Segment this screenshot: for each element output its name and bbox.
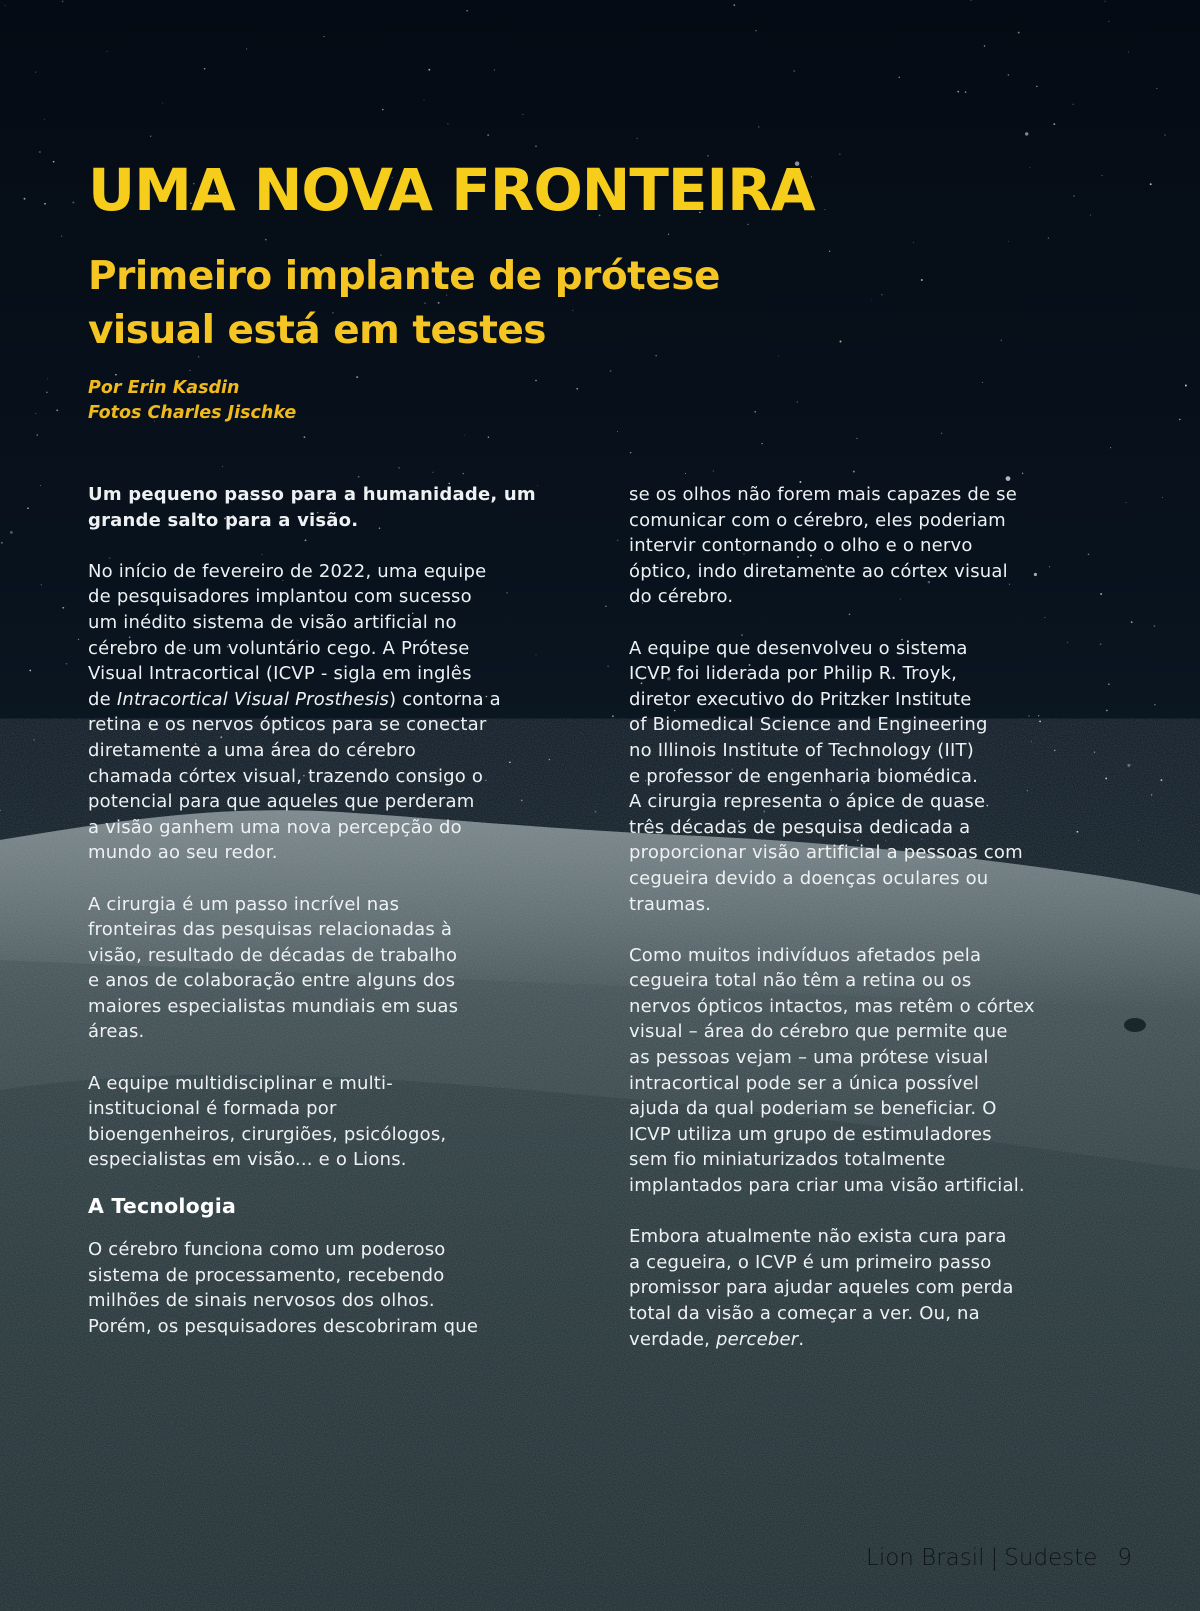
text-line: total da visão a começar a ver. Ou, na xyxy=(629,1303,980,1324)
text-line: comunicar com o cérebro, eles poderiam xyxy=(629,509,1006,531)
article-subtitle xyxy=(88,250,748,358)
text-line: do cérebro. xyxy=(629,586,734,608)
text-line: intracortical pode ser a única possível xyxy=(629,1072,980,1094)
text-line: Como muitos indivíduos afetados pela xyxy=(629,944,982,966)
text-line: A equipe que desenvolveu o sistema xyxy=(629,637,968,659)
text-fragment: . xyxy=(798,1328,805,1350)
text-line xyxy=(629,1327,1099,1353)
text-line: Porém, os pesquisadores descobriram que xyxy=(88,1315,479,1337)
text-line: cegueira devido a doenças oculares ou xyxy=(629,867,989,889)
text-line: intervir contornando o olho e o nervo xyxy=(629,535,973,557)
italic-term: perceber xyxy=(716,1328,799,1350)
text-line: e professor de engenharia biomédica. xyxy=(629,765,979,787)
text-line: retina e os nervos ópticos para se conectar xyxy=(88,714,487,736)
text-line: um inédito sistema de visão artificial no xyxy=(88,611,457,633)
text-line: proporcionar visão artificial a pessoas com xyxy=(629,842,1023,864)
text-line: áreas. xyxy=(88,1021,145,1043)
text-line: ICVP utiliza um grupo de estimuladores xyxy=(629,1123,992,1145)
footer-separator: | xyxy=(990,1545,999,1571)
text-line: institucional é formada por xyxy=(88,1098,337,1120)
body-paragraph xyxy=(629,636,1099,918)
text-fragment: ) contorna a xyxy=(389,688,501,710)
text-line: chamada córtex visual, trazendo consigo o xyxy=(88,765,484,787)
text-line: A equipe multidisciplinar e multi- xyxy=(88,1072,393,1094)
text-line: A cirurgia representa o ápice de quase xyxy=(629,791,986,813)
text-line: ICVP foi liderada por Philip R. Troyk, xyxy=(629,663,957,685)
text-line: No início de fevereiro de 2022, uma equipe xyxy=(88,560,487,582)
subtitle-line: Primeiro implante de prótese xyxy=(88,254,720,299)
italic-term: Intracortical Visual Prosthesis xyxy=(116,688,390,710)
text-line: A cirurgia é um passo incrível nas xyxy=(88,893,400,915)
page-footer xyxy=(866,1543,1132,1573)
text-line xyxy=(88,687,558,713)
text-line: se os olhos não forem mais capazes de se xyxy=(629,484,1018,505)
text-line: sem fio miniaturizados totalmente xyxy=(629,1149,946,1171)
body-paragraph xyxy=(88,892,558,1046)
body-paragraph xyxy=(88,1237,558,1339)
text-fragment: verdade, xyxy=(629,1328,717,1350)
text-line: ajuda da qual poderiam se beneficiar. O xyxy=(629,1098,997,1120)
text-line: of Biomedical Science and Engineering xyxy=(629,714,988,736)
text-line: promissor para ajudar aqueles com perda xyxy=(629,1277,1014,1299)
body-paragraph xyxy=(88,1071,558,1173)
text-line: potencial para que aqueles que perderam xyxy=(88,791,475,813)
region-name: Sudeste xyxy=(1004,1545,1098,1571)
text-line: Visual Intracortical (ICVP - sigla em inglês xyxy=(88,663,472,685)
text-line: Embora atualmente não exista cura para xyxy=(629,1226,1007,1248)
body-paragraph xyxy=(629,482,1099,610)
right-column xyxy=(629,482,1099,1378)
text-line: visual – área do cérebro que permite que xyxy=(629,1021,1008,1043)
section-heading: A Tecnologia xyxy=(88,1194,237,1219)
page-number: 9 xyxy=(1117,1545,1133,1571)
text-line: no Illinois Institute of Technology (IIT) xyxy=(629,739,974,761)
text-line: implantados para criar uma visão artificial. xyxy=(629,1175,1025,1197)
text-line: três décadas de pesquisa dedicada a xyxy=(629,816,971,838)
text-line: as pessoas vejam – uma prótese visual xyxy=(629,1047,989,1069)
text-line: nervos ópticos intactos, mas retêm o córtex xyxy=(629,995,1035,1017)
text-line: diretor executivo do Pritzker Institute xyxy=(629,688,972,710)
text-line: cegueira total não têm a retina ou os xyxy=(629,970,972,992)
text-line: traumas. xyxy=(629,893,712,915)
text-line: mundo ao seu redor. xyxy=(88,842,278,864)
text-line: milhões de sinais nervosos dos olhos. xyxy=(88,1290,435,1312)
text-line: cérebro de um voluntário cego. A Prótese xyxy=(88,637,470,659)
body-paragraph xyxy=(629,1224,1099,1352)
text-line: grande salto para a visão. xyxy=(88,509,359,531)
article-title: UMA NOVA FRONTEIRA xyxy=(88,156,815,224)
text-line: fronteiras das pesquisas relacionadas à xyxy=(88,919,453,941)
text-line: maiores especialistas mundiais em suas xyxy=(88,995,459,1017)
lead-paragraph xyxy=(88,482,558,533)
text-line: a cegueira, o ICVP é um primeiro passo xyxy=(629,1251,992,1273)
text-line: sistema de processamento, recebendo xyxy=(88,1264,445,1286)
byline-photos: Fotos Charles Jischke xyxy=(88,403,297,423)
text-line: a visão ganhem uma nova percepção do xyxy=(88,816,462,838)
text-line: Um pequeno passo para a humanidade, um xyxy=(88,484,536,505)
text-line: e anos de colaboração entre alguns dos xyxy=(88,970,456,992)
text-line: especialistas em visão... e o Lions. xyxy=(88,1149,407,1171)
text-line: de pesquisadores implantou com sucesso xyxy=(88,586,472,608)
text-line: diretamente a uma área do cérebro xyxy=(88,739,417,761)
text-line: visão, resultado de décadas de trabalho xyxy=(88,944,458,966)
publication-name: Lion Brasil xyxy=(866,1545,985,1571)
byline xyxy=(88,376,296,426)
byline-author: Por Erin Kasdin xyxy=(88,378,240,398)
left-column xyxy=(88,482,558,1365)
text-line: óptico, indo diretamente ao córtex visual xyxy=(629,560,1008,582)
text-line: O cérebro funciona como um poderoso xyxy=(88,1239,446,1261)
body-paragraph xyxy=(88,559,558,866)
body-paragraph xyxy=(629,943,1099,1199)
text-line: bioengenheiros, cirurgiões, psicólogos, xyxy=(88,1123,447,1145)
subtitle-line: visual está em testes xyxy=(88,308,547,353)
text-fragment: de xyxy=(88,688,117,710)
